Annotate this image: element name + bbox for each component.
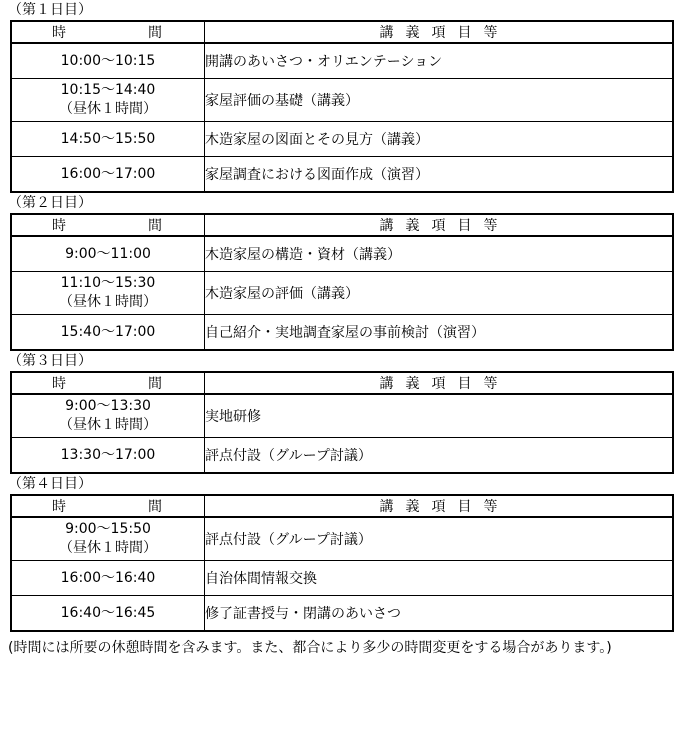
time-cell [11, 315, 205, 351]
lunch-break-note: （昼休１時間） [59, 101, 157, 117]
day-heading: （第２日目） [8, 195, 92, 211]
time-column-header [11, 372, 205, 394]
table-row [11, 122, 673, 157]
time-cell [11, 79, 205, 122]
days-container [6, 0, 668, 632]
time-range: 16:00～16:40 [60, 569, 156, 586]
time-cell [11, 596, 205, 632]
time-cell [11, 561, 205, 596]
topic-cell: 木造家屋の評価（講義） [205, 272, 674, 315]
topic-cell: 家屋評価の基礎（講義） [205, 79, 674, 122]
schedule-table [10, 213, 674, 351]
table-header-row [11, 214, 673, 236]
topic-cell: 評点付設（グループ討議） [205, 517, 674, 561]
topic-cell: 自治体間情報交換 [205, 561, 674, 596]
topic-cell: 開講のあいさつ・オリエンテーション [205, 43, 674, 79]
time-header-char: 間 [148, 25, 162, 41]
time-header-char: 間 [148, 218, 162, 234]
time-range: 10:00～10:15 [60, 52, 156, 69]
table-row [11, 79, 673, 122]
time-cell [11, 438, 205, 474]
time-cell [11, 43, 205, 79]
table-row [11, 272, 673, 315]
time-range: 11:10～15:30 [60, 275, 156, 291]
lunch-break-note: （昼休１時間） [59, 294, 157, 310]
schedule-table [10, 494, 674, 632]
topic-header-label: 講義項目等 [379, 218, 510, 234]
time-range: 13:30～17:00 [60, 446, 156, 463]
topic-cell: 修了証書授与・閉講のあいさつ [205, 596, 674, 632]
topic-column-header [205, 372, 674, 394]
schedule-table [10, 20, 674, 193]
table-row [11, 157, 673, 193]
table-row [11, 517, 673, 561]
schedule-table [10, 371, 674, 474]
time-column-header [11, 21, 205, 43]
table-row [11, 394, 673, 438]
topic-cell: 実地研修 [205, 394, 674, 438]
table-row [11, 561, 673, 596]
time-range: 16:00～17:00 [60, 165, 156, 182]
time-header-char: 時 [52, 499, 66, 515]
table-row [11, 596, 673, 632]
day-heading: （第３日目） [8, 353, 92, 369]
topic-column-header [205, 21, 674, 43]
topic-cell: 自己紹介・実地調査家屋の事前検討（演習） [205, 315, 674, 351]
footnote: (時間には所要の休憩時間を含みます。また、都合により多少の時間変更をする場合があります。) [8, 640, 612, 656]
table-row [11, 236, 673, 272]
lunch-break-note: （昼休１時間） [59, 540, 157, 556]
time-range: 9:00～11:00 [65, 245, 151, 262]
topic-cell: 評点付設（グループ討議） [205, 438, 674, 474]
day-heading: （第４日目） [8, 476, 92, 492]
topic-column-header [205, 214, 674, 236]
time-cell [11, 122, 205, 157]
time-header-char: 時 [52, 25, 66, 41]
time-cell [11, 272, 205, 315]
time-cell [11, 517, 205, 561]
time-range: 10:15～14:40 [60, 82, 156, 98]
time-header-char: 時 [52, 376, 66, 392]
day-heading: （第１日目） [8, 2, 92, 18]
table-header-row [11, 495, 673, 517]
table-header-row [11, 21, 673, 43]
topic-cell: 家屋調査における図面作成（演習） [205, 157, 674, 193]
topic-header-label: 講義項目等 [379, 25, 510, 41]
table-row [11, 438, 673, 474]
time-header-char: 間 [148, 376, 162, 392]
topic-cell: 木造家屋の図面とその見方（講義） [205, 122, 674, 157]
topic-header-label: 講義項目等 [379, 376, 510, 392]
time-range: 9:00～13:30 [65, 398, 151, 414]
table-header-row [11, 372, 673, 394]
lunch-break-note: （昼休１時間） [59, 417, 157, 433]
topic-cell: 木造家屋の構造・資材（講義） [205, 236, 674, 272]
table-row [11, 315, 673, 351]
time-header-char: 間 [148, 499, 162, 515]
time-column-header [11, 214, 205, 236]
time-range: 9:00～15:50 [65, 521, 151, 537]
time-range: 14:50～15:50 [60, 130, 156, 147]
time-cell [11, 236, 205, 272]
time-cell [11, 394, 205, 438]
time-range: 16:40～16:45 [60, 604, 156, 621]
time-header-char: 時 [52, 218, 66, 234]
topic-header-label: 講義項目等 [379, 499, 510, 515]
time-column-header [11, 495, 205, 517]
time-range: 15:40～17:00 [60, 323, 156, 340]
topic-column-header [205, 495, 674, 517]
time-cell [11, 157, 205, 193]
table-row [11, 43, 673, 79]
